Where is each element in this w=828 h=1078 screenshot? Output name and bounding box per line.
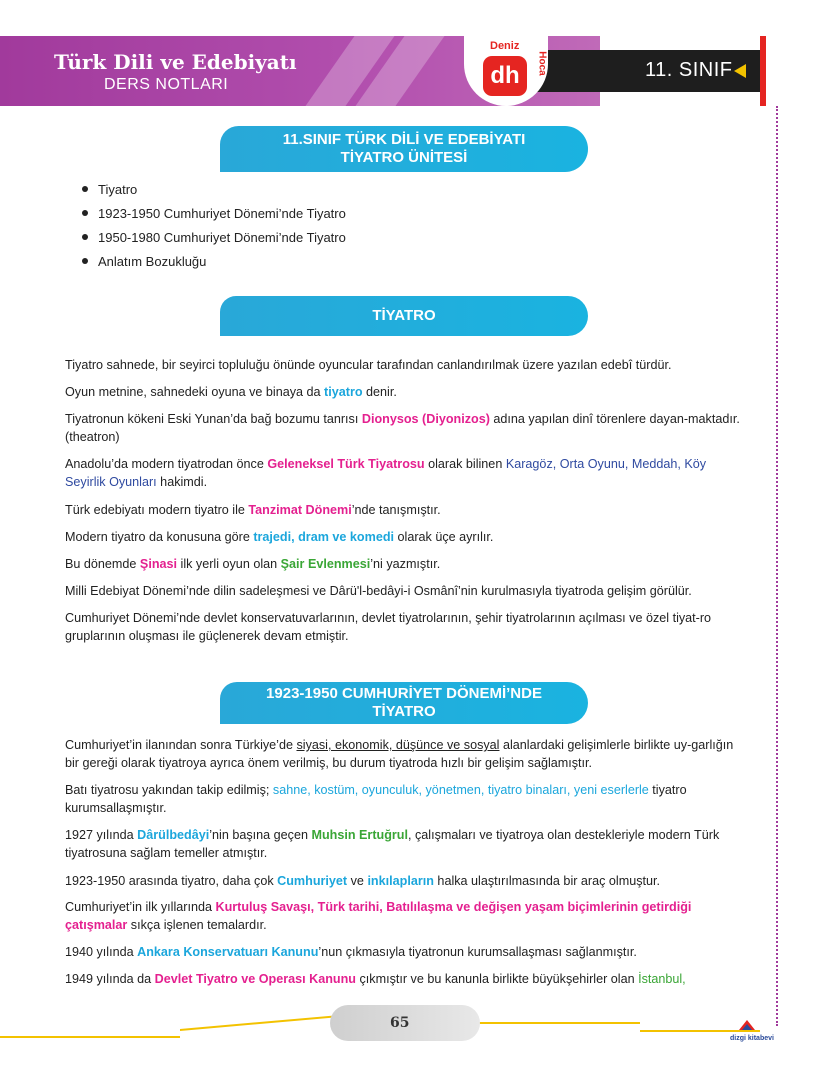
publisher-name: dizgi kitabevi	[730, 1035, 774, 1042]
list-item: Anlatım Bozukluğu	[82, 250, 346, 274]
banner-line: 11.SINIF TÜRK DİLİ VE EDEBİYATI	[282, 131, 526, 148]
banner-line: 1923-1950 CUMHURİYET DÖNEMİ’NDE	[266, 685, 542, 702]
topic-list	[82, 178, 346, 274]
paragraph: 1949 yılında da Devlet Tiyatro ve Operası Kanunu çıkmıştır ve bu kanunla birlikte büyükşehirler olan İstanbul,	[65, 972, 686, 986]
footer-line	[0, 1036, 180, 1038]
paragraph: Türk edebiyatı modern tiyatro ile Tanzimat Dönemi’nde tanışmıştır.	[65, 503, 441, 517]
paragraph: Cumhuriyet’in ilanından sonra Türkiye’de siyasi, ekonomik, düşünce ve sosyal alanlardaki gelişimlerle birlikte uy-garlığın bir gereği olarak tiyatroya ayrıca önem verilmiş, bu durum tiyatroda hızlı bir gelişim sağlamıştır.	[65, 738, 734, 770]
paragraph: Milli Edebiyat Dönemi’nde dilin sadeleşmesi ve Dârü'l-bedâyi-i Osmânî’nin kurulmasıyla tiyatroda gelişim görülür.	[65, 584, 692, 598]
banner-line: TİYATRO	[372, 703, 436, 720]
paragraph: Modern tiyatro da konusuna göre trajedi, dram ve komedi olarak üçe ayrılır.	[65, 530, 494, 544]
paragraph: Tiyatronun kökeni Eski Yunan’da bağ bozumu tanrısı Dionysos (Diyonizos) adına yapılan dinî törenlere dayan-maktadır. (theatron)	[65, 412, 740, 444]
paragraph: 1927 yılında Dârülbedâyi’nin başına geçen Muhsin Ertuğrul, çalışmaları ve tiyatroya olan destekleriyle modern Türk tiyatrosuna sağlam temeller atmıştır.	[65, 828, 720, 860]
class-label: 11. SINIF	[645, 59, 733, 81]
footer-line	[180, 1015, 340, 1031]
section-banner-tiyatro	[220, 296, 588, 336]
unit-title-banner	[220, 126, 588, 172]
list-item: Tiyatro	[82, 178, 346, 202]
paragraph: Cumhuriyet’in ilk yıllarında Kurtuluş Savaşı, Türk tarihi, Batılılaşma ve değişen yaşam biçimlerinin getirdiği çatışmalar sıkça işlenen temalardır.	[65, 900, 692, 932]
paragraph: Bu dönemde Şinasi ilk yerli oyun olan Şair Evlenmesi’ni yazmıştır.	[65, 557, 441, 571]
book-subtitle: DERS NOTLARI	[104, 76, 229, 93]
footer-line	[470, 1022, 640, 1024]
page-number: 65	[390, 1015, 410, 1031]
arrow-left-icon	[734, 64, 746, 78]
paragraph: Oyun metnine, sahnedeki oyuna ve binaya da tiyatro denir.	[65, 385, 397, 399]
section-banner-1923-1950	[220, 682, 588, 724]
paragraph: Anadolu’da modern tiyatrodan önce Geleneksel Türk Tiyatrosu olarak bilinen Karagöz, Orta Oyunu, Meddah, Köy Seyirlik Oyunları hakimdi.	[65, 457, 707, 489]
list-item: 1950-1980 Cumhuriyet Dönemi’nde Tiyatro	[82, 226, 346, 250]
banner-line: TİYATRO	[372, 307, 436, 324]
paragraph: Batı tiyatrosu yakından takip edilmiş; sahne, kostüm, oyunculuk, yönetmen, tiyatro binaları, yeni eserlerle tiyatro kurumsallaşmıştır.	[65, 783, 687, 815]
red-marker	[760, 36, 766, 106]
logo-icon: dh	[483, 56, 527, 96]
book-title: Türk Dili ve Edebiyatı	[54, 50, 297, 74]
logo-top-text: Deniz	[490, 40, 520, 52]
publisher-logo-icon	[738, 1018, 756, 1032]
paragraph: Cumhuriyet Dönemi’nde devlet konservatuvarlarının, devlet tiyatrolarının, şehir tiyatrolarının açılması ve özel tiyat-ro gruplarının oluşması ile güçlenerek devam etmiştir.	[65, 611, 712, 643]
logo-side-text: Hoca	[536, 51, 548, 76]
page-header	[0, 36, 828, 106]
paragraph: 1940 yılında Ankara Konservatuarı Kanunu’nun çıkmasıyla tiyatronun kurumsallaşması sağlanmıştır.	[65, 945, 637, 959]
banner-line: TİYATRO ÜNİTESİ	[340, 149, 468, 166]
paragraph: 1923-1950 arasında tiyatro, daha çok Cumhuriyet ve inkılapların halka ulaştırılmasında bir araç olmuştur.	[65, 874, 661, 888]
list-item: 1923-1950 Cumhuriyet Dönemi’nde Tiyatro	[82, 202, 346, 226]
paragraph: Tiyatro sahnede, bir seyirci topluluğu önünde oyuncular tarafından canlandırılmak üzere yazılan edebî türdür.	[65, 358, 672, 372]
page-border-dotted	[776, 106, 778, 1026]
